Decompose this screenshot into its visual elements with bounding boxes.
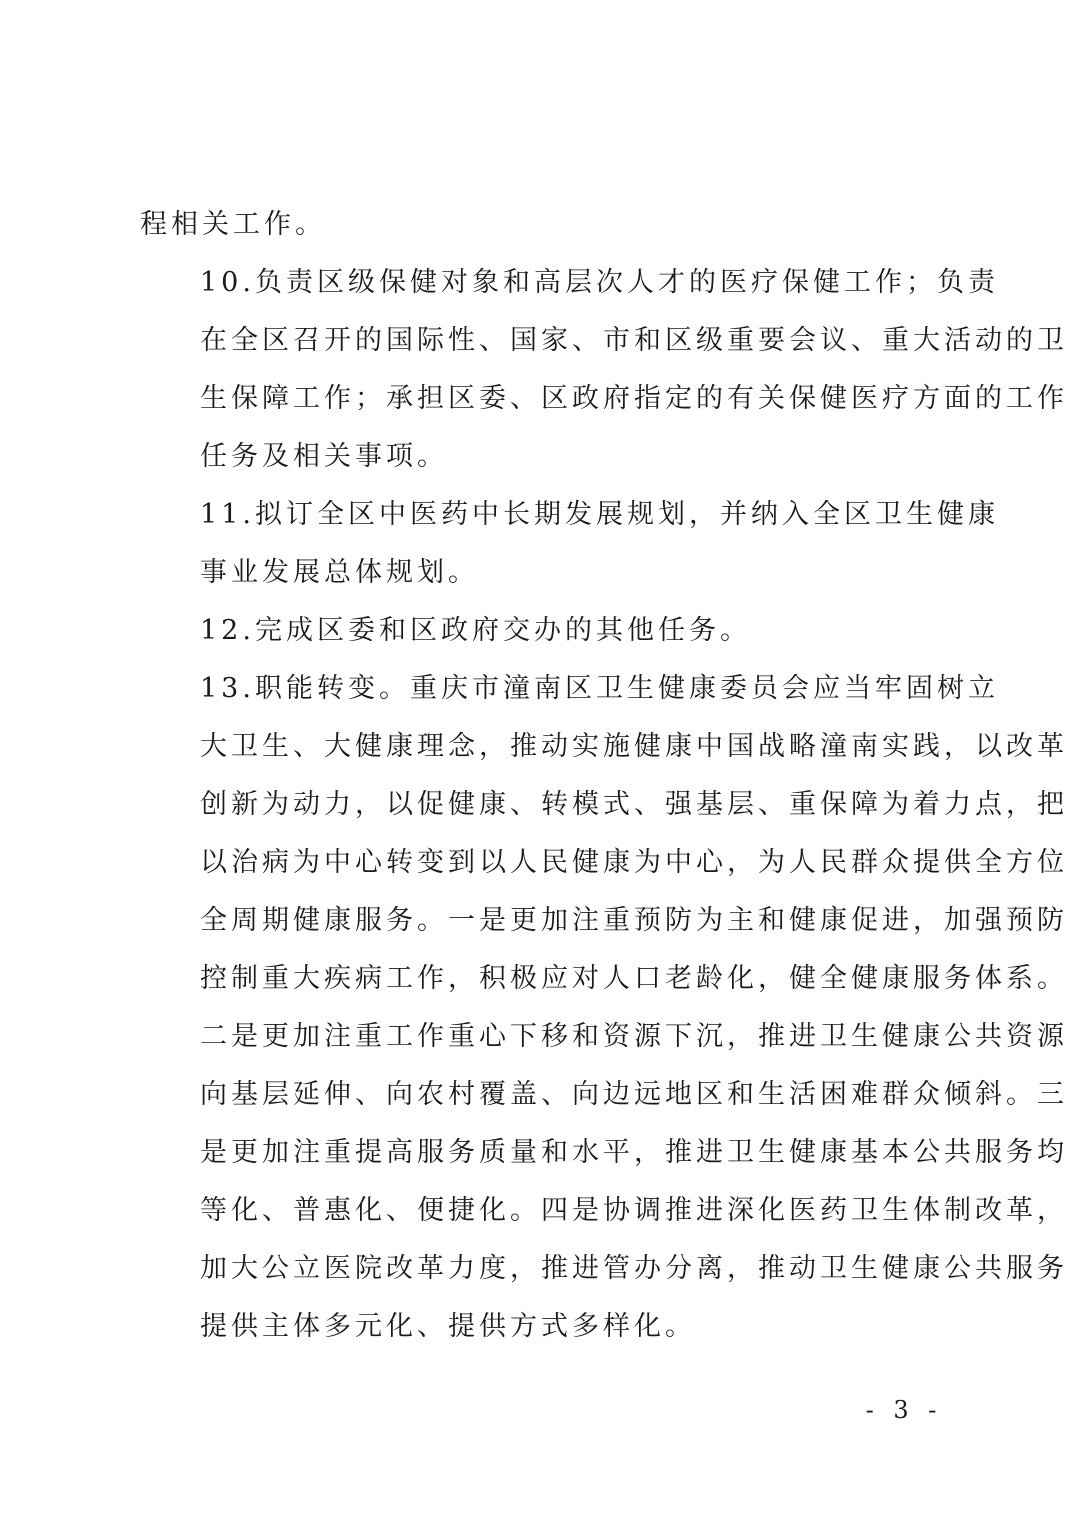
text-line: 事业发展总体规划。	[200, 557, 479, 588]
text-line: 在全区召开的国际性、国家、市和区级重要会议、重大活动的卫	[200, 325, 1068, 356]
text-line: 10.负责区级保健对象和高层次人才的医疗保健工作；负责	[200, 267, 999, 298]
paragraph-item-13	[140, 660, 1068, 1356]
paragraph-item-10	[140, 254, 1068, 486]
text-line: 大卫生、大健康理念，推动实施健康中国战略潼南实践，以改革	[200, 731, 1068, 762]
paragraph-continuation	[140, 196, 936, 254]
text-line: 二是更加注重工作重心下移和资源下沉，推进卫生健康公共资源	[200, 1021, 1068, 1052]
text-line: 程相关工作。	[140, 209, 326, 240]
text-line: 创新为动力，以促健康、转模式、强基层、重保障为着力点，把	[200, 789, 1068, 820]
text-line: 11.拟订全区中医药中长期发展规划，并纳入全区卫生健康	[200, 499, 999, 530]
text-line: 13.职能转变。重庆市潼南区卫生健康委员会应当牢固树立	[200, 673, 999, 704]
text-line: 控制重大疾病工作，积极应对人口老龄化，健全健康服务体系。	[200, 963, 1068, 994]
text-line: 加大公立医院改革力度，推进管办分离，推动卫生健康公共服务	[200, 1253, 1068, 1284]
text-line: 向基层延伸、向农村覆盖、向边远地区和生活困难群众倾斜。三	[200, 1079, 1068, 1110]
text-line: 提供主体多元化、提供方式多样化。	[200, 1311, 696, 1342]
text-line: 全周期健康服务。一是更加注重预防为主和健康促进，加强预防	[200, 905, 1068, 936]
text-line: 12.完成区委和区政府交办的其他任务。	[200, 615, 751, 646]
document-body	[140, 196, 1068, 1356]
paragraph-item-12	[140, 602, 936, 660]
page-number: - 3 -	[865, 1396, 943, 1424]
text-line: 任务及相关事项。	[200, 441, 448, 472]
text-line: 生保障工作；承担区委、区政府指定的有关保健医疗方面的工作	[200, 383, 1068, 414]
text-line: 是更加注重提高服务质量和水平，推进卫生健康基本公共服务均	[200, 1137, 1068, 1168]
paragraph-item-11	[140, 486, 999, 602]
text-line: 以治病为中心转变到以人民健康为中心，为人民群众提供全方位	[200, 847, 1068, 878]
text-line: 等化、普惠化、便捷化。四是协调推进深化医药卫生体制改革，	[200, 1195, 1068, 1226]
